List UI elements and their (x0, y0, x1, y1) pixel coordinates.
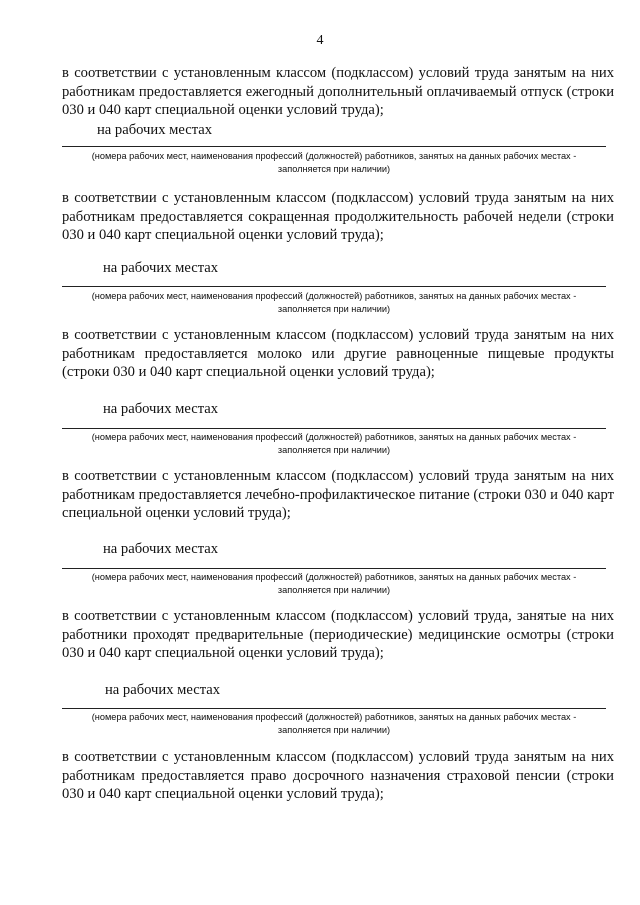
workplaces-label: на рабочих местах (103, 541, 219, 557)
field-caption (56, 711, 612, 737)
field-caption-line: заполняется при наличии) (277, 164, 391, 174)
workplaces-label: на рабочих местах (103, 401, 219, 417)
field-caption-line: заполняется при наличии) (277, 304, 391, 314)
fill-in-line (62, 568, 606, 569)
fill-in-line (62, 286, 606, 287)
fill-in-line (62, 428, 606, 429)
paragraph-milk: в соответствии с установленным классом (подклассом) условий труда занятым на них работникам предоставляется молоко или другие равноценные пищевые продукты (строки 030 и 040 карт специальной оценки условий труда); (62, 327, 614, 380)
workplaces-label: на рабочих местах (105, 682, 221, 698)
fill-in-line (62, 146, 606, 147)
workplaces-label: на рабочих местах (97, 122, 213, 138)
fill-in-line (62, 708, 606, 709)
field-caption-line: (номера рабочих мест, наименования профессий (должностей) работников, занятых на данных рабочих местах - (91, 572, 577, 582)
paragraph-nutrition: в соответствии с установленным классом (подклассом) условий труда занятым на них работникам предоставляется лечебно-профилактическое питание (строки 030 и 040 карт специальной оценки условий труда); (62, 468, 614, 521)
field-caption (56, 571, 612, 597)
field-caption-line: заполняется при наличии) (277, 725, 391, 735)
page-number: 4 (316, 33, 324, 48)
field-caption (56, 290, 612, 316)
paragraph-early-pension: в соответствии с установленным классом (подклассом) условий труда занятым на них работникам предоставляется право досрочного назначения страховой пенсии (строки 030 и 040 карт специальной оценки условий труда); (62, 749, 614, 802)
paragraph-reduced-week: в соответствии с установленным классом (подклассом) условий труда занятым на них работникам предоставляется сокращенная продолжительность рабочей недели (строки 030 и 040 карт специальной оценки условий труда); (62, 190, 614, 243)
field-caption-line: (номера рабочих мест, наименования профессий (должностей) работников, занятых на данных рабочих местах - (91, 432, 577, 442)
field-caption-line: заполняется при наличии) (277, 585, 391, 595)
field-caption-line: заполняется при наличии) (277, 445, 391, 455)
field-caption-line: (номера рабочих мест, наименования профессий (должностей) работников, занятых на данных рабочих местах - (91, 291, 577, 301)
paragraph-annual-leave: в соответствии с установленным классом (подклассом) условий труда занятым на них работникам предоставляется ежегодный дополнительный оплачиваемый отпуск (строки 030 и 040 карт специальной оценки условий труда); (62, 65, 614, 118)
field-caption (56, 431, 612, 457)
field-caption-line: (номера рабочих мест, наименования профессий (должностей) работников, занятых на данных рабочих местах - (91, 151, 577, 161)
field-caption (56, 150, 612, 176)
field-caption-line: (номера рабочих мест, наименования профессий (должностей) работников, занятых на данных рабочих местах - (91, 712, 577, 722)
workplaces-label: на рабочих местах (103, 260, 219, 276)
paragraph-medical-exams: в соответствии с установленным классом (подклассом) условий труда, занятые на них работники проходят предварительные (периодические) медицинские осмотры (строки 030 и 040 карт специальной оценки условий труда); (62, 608, 614, 661)
